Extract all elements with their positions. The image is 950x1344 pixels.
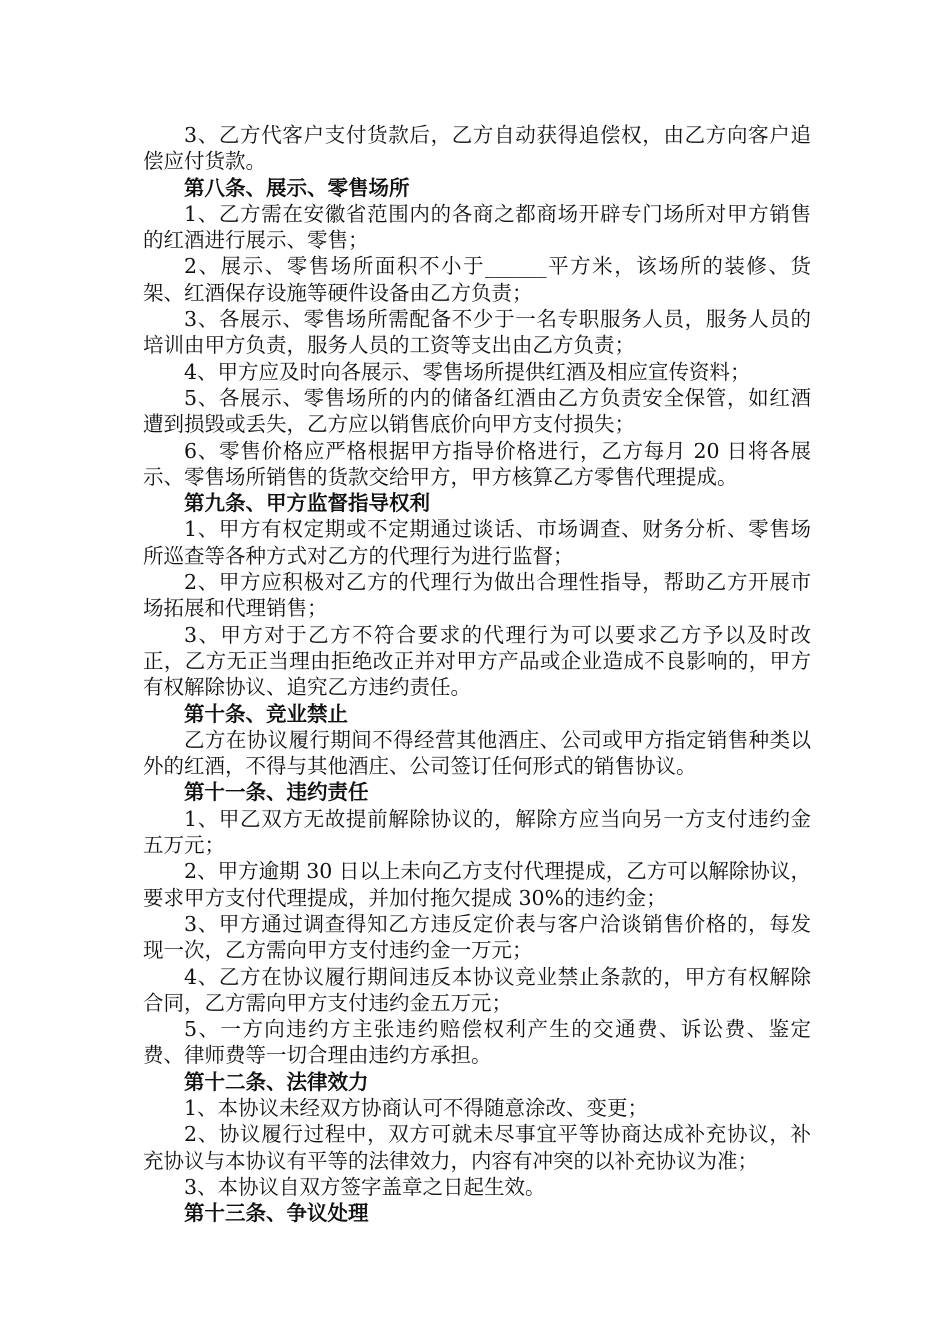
- section-heading: 第十三条、争议处理: [184, 1201, 369, 1226]
- paragraph: 3、各展示、零售场所需配备不少于一名专职服务人员，服务人员的培训由甲方负责，服务人员的工资等支出由乙方负责；: [143, 307, 811, 358]
- paragraph: 2、甲方逾期 30 日以上未向乙方支付代理提成，乙方可以解除协议，要求甲方支付代理提成，并加付拖欠提成 30%的违约金；: [143, 859, 811, 910]
- paragraph: 1、甲方有权定期或不定期通过谈话、市场调查、财务分析、零售场所巡查等各种方式对乙方的代理行为进行监督；: [143, 517, 811, 568]
- paragraph: 5、一方向违约方主张违约赔偿权利产生的交通费、诉讼费、鉴定费、律师费等一切合理由违约方承担。: [143, 1017, 811, 1068]
- paragraph: 1、本协议未经双方协商认可不得随意涂改、变更；: [184, 1095, 649, 1120]
- section-heading: 第十条、竞业禁止: [184, 701, 348, 726]
- paragraph: 1、乙方需在安徽省范围内的各商之都商场开辟专门场所对甲方销售的红酒进行展示、零售；: [143, 201, 811, 253]
- paragraph: 乙方在协议履行期间不得经营其他酒庄、公司或甲方指定销售种类以外的红酒，不得与其他酒庄、公司签订任何形式的销售协议。: [143, 727, 811, 779]
- paragraph: 4、甲方应及时向各展示、零售场所提供红酒及相应宣传资料；: [184, 359, 751, 384]
- paragraph: 5、各展示、零售场所的内的储备红酒由乙方负责安全保管，如红酒遭到损毁或丢失，乙方应以销售底价向甲方支付损失；: [143, 385, 811, 437]
- paragraph: 3、甲方通过调查得知乙方违反定价表与客户洽谈销售价格的，每发现一次，乙方需向甲方支付违约金一万元；: [143, 911, 811, 963]
- paragraph: 2、协议履行过程中，双方可就未尽事宜平等协商达成补充协议，补充协议与本协议有平等的法律效力，内容有冲突的以补充协议为准；: [143, 1122, 811, 1173]
- paragraph: 3、乙方代客户支付货款后，乙方自动获得追偿权，由乙方向客户追偿应付货款。: [143, 123, 811, 174]
- paragraph: 6、零售价格应严格根据甲方指导价格进行，乙方每月 20 日将各展示、零售场所销售的货款交给甲方，甲方核算乙方零售代理提成。: [143, 438, 811, 489]
- section-heading: 第九条、甲方监督指导权利: [184, 491, 430, 516]
- section-heading: 第八条、展示、零售场所: [184, 175, 410, 200]
- paragraph: 3、本协议自双方签字盖章之日起生效。: [184, 1174, 546, 1199]
- paragraph: 1、甲乙双方无故提前解除协议的，解除方应当向另一方支付违约金五万元；: [143, 806, 811, 858]
- paragraph: 2、展示、零售场所面积不小于______平方米，该场所的装修、货架、红酒保存设施等硬件设备由乙方负责；: [143, 254, 811, 305]
- section-heading: 第十一条、违约责任: [184, 780, 369, 805]
- paragraph: 4、乙方在协议履行期间违反本协议竞业禁止条款的，甲方有权解除合同，乙方需向甲方支付违约金五万元；: [143, 964, 811, 1015]
- paragraph: 3、甲方对于乙方不符合要求的代理行为可以要求乙方予以及时改正，乙方无正当理由拒绝改正并对甲方产品或企业造成不良影响的，甲方有权解除协议、追究乙方违约责任。: [143, 622, 811, 700]
- paragraph: 2、甲方应积极对乙方的代理行为做出合理性指导，帮助乙方开展市场拓展和代理销售；: [143, 570, 811, 621]
- section-heading: 第十二条、法律效力: [184, 1069, 369, 1094]
- document-body: [143, 122, 811, 1226]
